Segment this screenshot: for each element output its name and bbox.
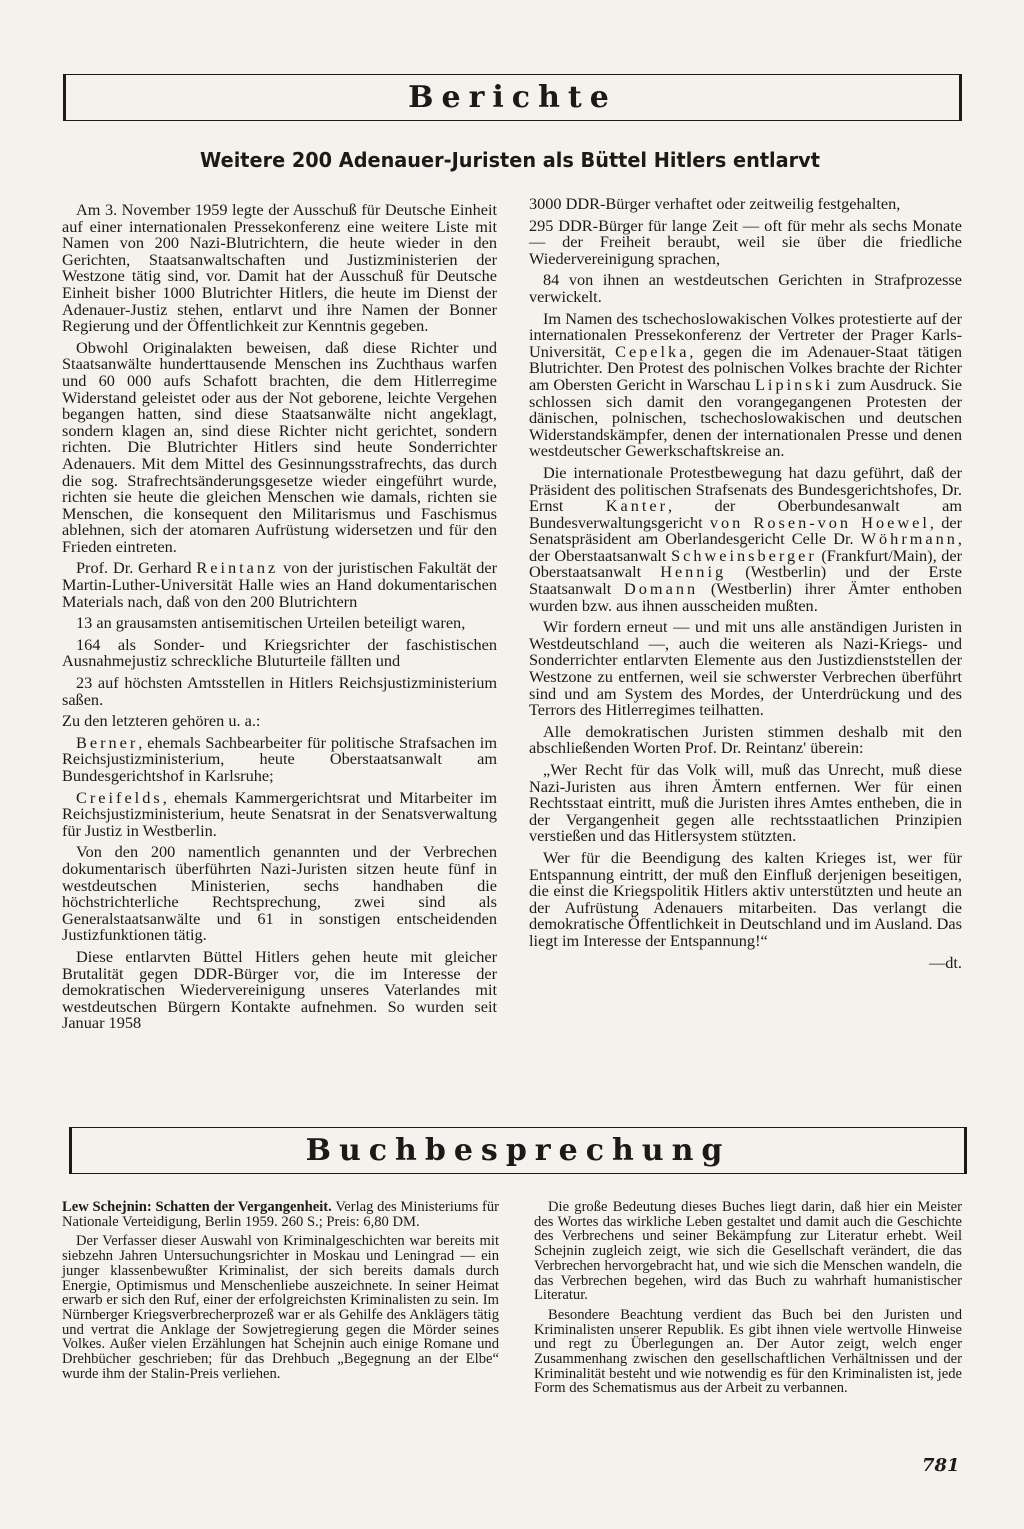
person-name: Kanter	[605, 496, 669, 516]
paragraph	[529, 308, 962, 461]
paragraph	[62, 560, 497, 610]
section-title: Buchbesprechung	[305, 1133, 731, 1168]
person-name: Berner	[76, 732, 139, 752]
section-header-berichte	[63, 74, 962, 121]
list-item: 13 an grausamsten antisemitischen Urteilen beteiligt waren,	[76, 613, 466, 633]
list-item	[62, 732, 497, 785]
article-left-column	[62, 202, 497, 1037]
paragraph: Zu den letzteren gehören u. a.:	[62, 711, 261, 731]
paragraph: Die große Bedeutung dieses Buches liegt darin, daß hier ein Meister des Wortes das wirkliche Leben gestaltet und damit auch die Geschichte des Verbrechens und seiner Bekämpfung zur Literatur erhebt. Weil Schejnin zugleich zeigt, wie sich die Gesellschaft verändert, die das Verbrechen hervorgebracht hat, und wie sich die Menschen wandeln, die das Verbrechen begehen, wird das Buch zu wahrhaft humanistischer Literatur.	[534, 1199, 962, 1304]
text-run: , ehemals Sachbearbeiter für politische Strafsachen im Reichsjustizministerium, heute Oberstaatsanwalt am Bundesgerichtshof in Karlsruhe;	[62, 732, 497, 785]
person-name: Hennig	[660, 562, 727, 582]
text-run: (Westberlin) und der Erste Staatsanwalt	[529, 562, 962, 599]
author-signature: —dt.	[928, 952, 962, 972]
paragraph: Diese entlarvten Büttel Hitlers gehen heute mit gleicher Brutalität gegen DDR-Bürger vor, die im Interesse der demokratischen Wiedervereinigung unseres Vaterlandes mit westdeutschen Bürgern Kontakte aufnehmen. So wurden seit Januar 1958	[62, 946, 497, 1033]
review-left-column	[62, 1200, 499, 1386]
text-run: , gegen die im Adenauer-Staat tätigen Blutrichter. Den Protest des polnischen Volkes brachte der Richter am Obersten Gericht in Warschau	[529, 341, 962, 394]
paragraph: Der Verfasser dieser Auswahl von Kriminalgeschichten war bereits mit siebzehn Jahren Untersuchungsrichter in Moskau und Leningrad — ein junger klassenbewußter Kriminalist, der sich bereits damals durch Energie, Optimismus und Menschenliebe auszeichnete. In seiner Heimat erwarb er sich den Ruf, einer der erfolgreichsten Kriminalisten zu sein. Im Nürnberger Kriegsverbrecherprozeß war er als Gehilfe des Anklägers tätig und vertrat die Anklage der Sowjetregierung gegen die Mörder seines Volkes. Außer vielen Erzählungen hat Schejnin auch einige Romane und Drehbücher geschrieben; für das Drehbuch „Begegnung an der Elbe“ wurde ihm der Stalin-Preis verliehen.	[62, 1233, 499, 1382]
paragraph: Obwohl Originalakten beweisen, daß diese Richter und Staatsanwälte hunderttausende Menschen ins Zuchthaus warfen und 60 000 aufs Schafott brachten, die dem Hitlerregime Widerstand geleistet oder aus der Not geborene, leichte Vergehen begangen hatten, sind diese Staatsanwälte nicht angeklagt, sondern klagen an, sind diese Richter nicht gerichtet, sondern richten. Die Blutrichter Hitlers sind heute Sonderrichter Adenauers. Mit dem Mittel des Gesinnungsstrafrechts, das durch die sog. Strafrechtsänderungsgesetze wieder eingeführt wurde, richten sie heute die gleichen Menschen wie damals, richten sie Menschen, die konsequent den Militarismus und Faschismus ablehnen, sich der atomaren Aufrüstung widersetzen und für den Frieden eintreten.	[62, 337, 497, 556]
person-name: Reintanz	[196, 558, 279, 578]
person-name: Lipinski	[754, 374, 834, 394]
page-number: 781	[922, 1455, 960, 1476]
person-name: Schweinsberger	[671, 545, 817, 565]
text-run: Prof. Dr. Gerhard	[76, 558, 192, 578]
paragraph: Am 3. November 1959 legte der Ausschuß für Deutsche Einheit auf einer internationalen Pressekonferenz eine weitere Liste mit Namen von 200 Nazi-Blutrichtern, die heute wieder in den Gerichten, Staatsanwaltschaften und Justizministerien der Westzone tätig sind, vor. Damit hat der Ausschuß für Deutsche Einheit bisher 1000 Blutrichter Hitlers, die heute im Dienst der Adenauer-Justiz stehen, entlarvt und ihre Namen der Bonner Regierung und der Öffentlichkeit zur Kenntnis gegeben.	[62, 200, 497, 336]
paragraph	[529, 462, 962, 615]
review-right-column	[534, 1200, 962, 1401]
text-run: (Westberlin) ihrer Ämter enthoben wurden bzw. aus ihnen ausscheiden mußten.	[529, 579, 962, 615]
text-run: Die internationale Protestbewegung hat dazu geführt, daß der Präsident des politischen Strafsenats des Bundesgerichtshofes, Dr. Ernst	[529, 462, 962, 516]
paragraph: Besondere Beachtung verdient das Buch bei den Juristen und Kriminalisten unserer Republik. Es gibt ihnen viele wertvolle Hinweise und regt zu Überlegungen an. Der Autor zeigt, welch enger Zusammenhang zwischen den gesellschaftlichen Verhältnissen und der Kriminalität besteht und wie notwendig es für den Kriminalisten ist, jede Form des Schematismus aus der Arbeit zu verbannen.	[534, 1306, 962, 1397]
text-run: (Frankfurt/Main), der Oberstaatsanwalt	[529, 545, 962, 582]
list-item: 295 DDR-Bürger für lange Zeit — oft für mehr als sechs Monate — der Freiheit beraubt, weil sie über die friedliche Wiedervereinigung sprachen,	[529, 215, 962, 268]
paragraph: Von den 200 namentlich genannten und der Verbrechen dokumentarisch überführten Nazi-Juristen sitzen heute fünf in westdeutschen Ministerien, sechs handhaben die höchstrichterliche Rechtsprechung, zwei sind als Generalstaatsanwälte und 61 in sonstigen entscheidenden Justizfunktionen tätig.	[62, 842, 497, 945]
person-name: von Rosen-von Hoewel	[709, 512, 930, 532]
section-title: Berichte	[408, 80, 617, 115]
book-citation	[62, 1200, 499, 1229]
paragraph: Alle demokratischen Juristen stimmen deshalb mit den abschließenden Worten Prof. Dr. Reintanz' überein:	[529, 721, 962, 758]
paragraph: Wir fordern erneut — und mit uns alle anständigen Juristen in Westdeutschland —, auch die weiteren als Nazi-Kriegs- und Sonderrichter entlarvten Elemente aus den Justizdienststellen der Westzone zu entfernen, weil sie schwerster Verbrechen überführt sind und am System des Mordes, der Unterdrückung und des Terrors des Hitlerregimes teilhatten.	[529, 617, 962, 720]
person-name: Domann	[624, 579, 699, 599]
quote-paragraph: Wer für die Beendigung des kalten Krieges ist, wer für Entspannung eintritt, der muß den Einfluß derjenigen beseitigen, die einst die Kriegspolitik Hitlers aktiv unterstützten und heute an der Aufrüstung Adenauers mitarbeiten. Das verlangt die demokratische Öffentlichkeit in Deutschland und im Ausland. Das liegt im Interesse der Entspannung!“	[529, 847, 962, 950]
list-item: 3000 DDR-Bürger verhaftet oder zeitweilig festgehalten,	[529, 194, 901, 213]
article-headline: Weitere 200 Adenauer-Juristen als Büttel Hitlers entlarvt	[200, 148, 820, 172]
book-title: Lew Schejnin: Schatten der Vergangenheit.	[62, 1199, 332, 1215]
person-name: Wöhrmann	[860, 529, 958, 549]
person-name: Creifelds	[76, 787, 163, 807]
text-run: von der juristischen Fakultät der Martin-Luther-Universität Halle wies an Hand dokumentarischen Materials nach, daß von den 200 Blutrichtern	[62, 558, 498, 611]
list-item	[62, 787, 497, 840]
text-run: , ehemals Kammergerichtsrat und Mitarbeiter im Reichsjustizministerium, heute Senatsrat in der Senatsverwaltung für Justiz in Westberlin.	[62, 787, 497, 840]
list-item: 84 von ihnen an westdeutschen Gerichten in Strafprozesse verwickelt.	[529, 270, 962, 306]
text-run: , der Senatspräsident am Oberlandesgericht Celle Dr.	[529, 512, 962, 549]
text-run: Im Namen des tschechoslowakischen Volkes protestierte auf der internationalen Pressekonferenz der Vertreter der Prager Karls-Universität,	[529, 308, 962, 361]
article-right-column	[529, 196, 962, 976]
list-item: 23 auf höchsten Amtsstellen in Hitlers Reichsjustizministerium saßen.	[62, 673, 497, 709]
publisher-info: Verlag des Ministeriums für Nationale Verteidigung, Berlin 1959. 260 S.; Preis: 6,80 DM.	[62, 1199, 500, 1230]
text-run: zum Ausdruck. Sie schlossen sich damit den vorangegangenen Protesten der dänischen, polnischen, tschechoslowakischen und deutschen Widerstandskämpfer, denen der internationalen Presse und denen westdeutscher Gewerkschaftskreise an.	[529, 374, 962, 461]
quote-paragraph: „Wer Recht für das Volk will, muß das Unrecht, muß diese Nazi-Juristen aus ihren Ämtern entfernen. Wer für einen Rechtsstaat eintritt, muß die Juristen ihres Amtes entheben, die in der Vergangenheit gegen alle rechtsstaatlichen Prinzipien verstießen und das Hitlersystem stützten.	[529, 760, 962, 846]
text-run: , der Oberbundesanwalt am Bundesverwaltungsgericht	[529, 496, 962, 532]
text-run: , der Oberstaatsanwalt	[529, 529, 962, 565]
list-item: 164 als Sonder- und Kriegsrichter der faschistischen Ausnahmejustiz schreckliche Bluturteile fällten und	[62, 634, 497, 671]
person-name: Cepelka	[615, 341, 690, 361]
section-header-buchbesprechung	[69, 1127, 967, 1174]
